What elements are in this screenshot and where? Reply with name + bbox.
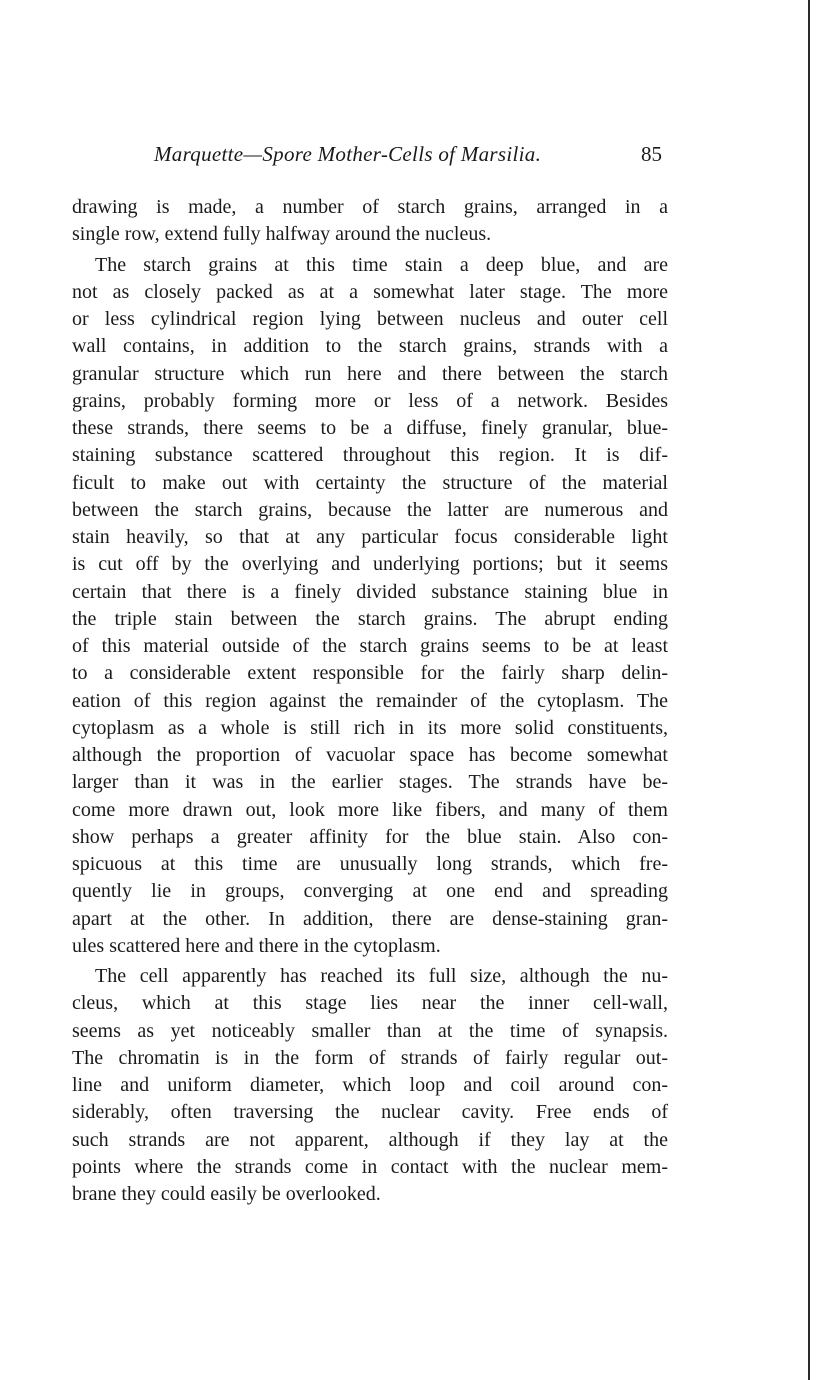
text-line: brane they could easily be overlooked. xyxy=(72,1183,381,1205)
text-line: seems as yet noticeably smaller than at the time of synapsis. xyxy=(72,1019,668,1042)
text-line: between the starch grains, because the latter are numerous and xyxy=(72,498,668,521)
text-line: although the proportion of vacuolar space has become somewhat xyxy=(72,744,668,766)
page-edge-line xyxy=(808,0,810,1380)
text-line: of this material outside of the starch grains seems to be at least xyxy=(72,635,668,657)
text-line: spicuous at this time are unusually long strands, which fre- xyxy=(72,853,668,875)
running-title: Marquette—Spore Mother-Cells of Marsilia. xyxy=(154,142,542,166)
text-line: apart at the other. In addition, there are dense-staining gran- xyxy=(72,907,668,930)
text-line: cleus, which at this stage lies near the inner cell-wall, xyxy=(72,992,668,1015)
text-line: The cell apparently has reached its full size, although the nu- xyxy=(95,965,668,987)
text-line: larger than it was in the earlier stages. The strands have be- xyxy=(72,771,668,794)
text-line: come more drawn out, look more like fibers, and many of them xyxy=(72,798,668,821)
text-line: stain heavily, so that at any particular focus considerable light xyxy=(72,526,668,548)
text-line: is cut off by the overlying and underlying portions; but it seems xyxy=(72,553,668,576)
text-line: The starch grains at this time stain a deep blue, and are xyxy=(95,253,668,276)
text-line: certain that there is a finely divided substance staining blue in xyxy=(72,580,668,603)
text-line: cytoplasm as a whole is still rich in its more solid constituents, xyxy=(72,716,668,739)
paragraph xyxy=(72,252,668,961)
text-line: eation of this region against the remainder of the cytoplasm. The xyxy=(72,689,668,712)
text-line: line and uniform diameter, which loop and coil around con- xyxy=(72,1074,668,1096)
text-line: to a considerable extent responsible for the fairly sharp delin- xyxy=(72,662,668,685)
text-line: these strands, there seems to be a diffuse, finely granular, blue- xyxy=(72,417,668,439)
text-line: such strands are not apparent, although if they lay at the xyxy=(72,1128,668,1151)
text-line: wall contains, in addition to the starch grains, strands with a xyxy=(72,335,668,358)
body-text xyxy=(72,194,668,1208)
paragraph xyxy=(72,194,668,249)
page-number: 85 xyxy=(641,142,662,166)
text-line: quently lie in groups, converging at one end and spreading xyxy=(72,880,668,903)
text-line: siderably, often traversing the nuclear cavity. Free ends of xyxy=(72,1101,668,1124)
page-header xyxy=(72,142,668,172)
text-line: grains, probably forming more or less of a network. Besides xyxy=(72,389,668,412)
text-line: or less cylindrical region lying between nucleus and outer cell xyxy=(72,308,668,330)
text-line: show perhaps a greater affinity for the blue stain. Also con- xyxy=(72,825,668,848)
text-line: granular structure which run here and there between the starch xyxy=(72,362,668,385)
paragraph xyxy=(72,963,668,1208)
text-line: single row, extend fully halfway around the nucleus. xyxy=(72,223,492,246)
text-line: The chromatin is in the form of strands of fairly regular out- xyxy=(72,1046,668,1069)
text-line: ules scattered here and there in the cytoplasm. xyxy=(72,934,441,957)
text-line: not as closely packed as at a somewhat later stage. The more xyxy=(72,280,668,303)
text-line: drawing is made, a number of starch grains, arranged in a xyxy=(72,196,668,218)
text-line: points where the strands come in contact with the nuclear mem- xyxy=(72,1155,668,1178)
text-line: the triple stain between the starch grains. The abrupt ending xyxy=(72,607,668,630)
text-line: staining substance scattered throughout this region. It is dif- xyxy=(72,444,668,467)
text-line: ficult to make out with certainty the structure of the material xyxy=(72,471,668,494)
